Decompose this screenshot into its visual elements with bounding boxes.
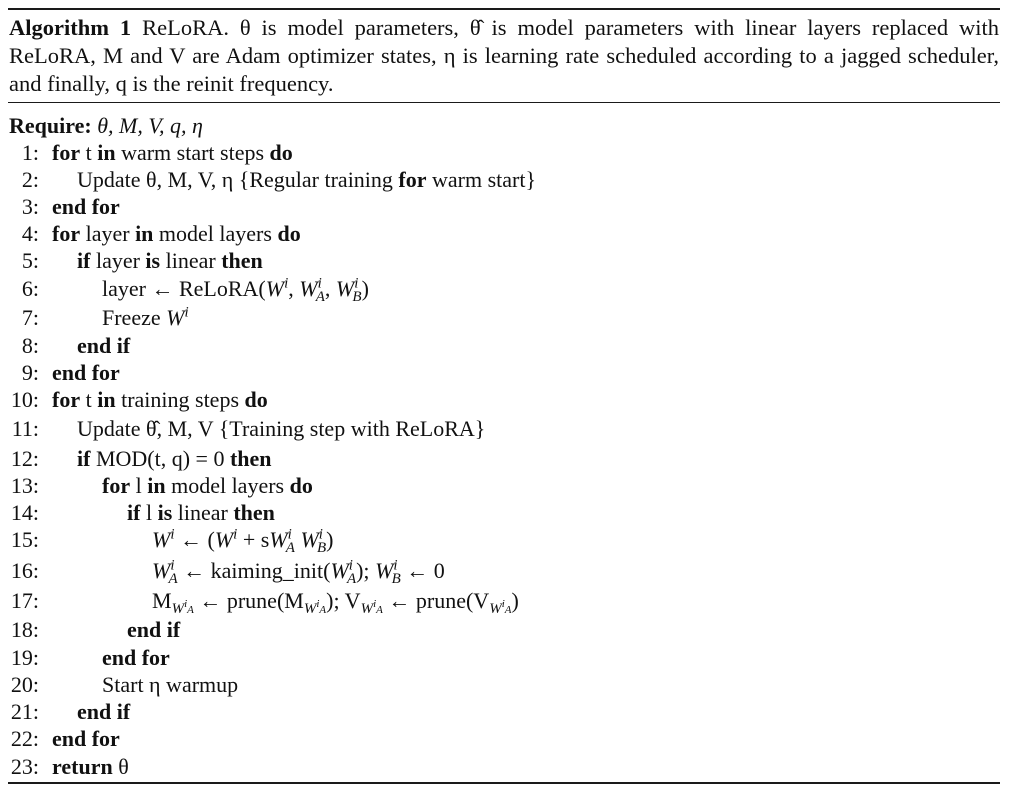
line-number: 2:: [21, 167, 39, 192]
line-number: 21:: [10, 699, 39, 724]
line-code: Update θ, M, V, η {Regular training for warm start}: [77, 167, 537, 192]
algorithm-line: [0, 333, 1000, 359]
line-code: end if: [127, 617, 181, 642]
line-number: 10:: [10, 387, 39, 412]
line-number: 3:: [21, 194, 39, 219]
algorithm-line: [0, 416, 1000, 442]
line-number: 9:: [21, 360, 39, 385]
algorithm-line: [0, 500, 1000, 526]
line-code: for t in training steps do: [52, 387, 268, 412]
algorithm-line: [0, 167, 1000, 193]
caption-rule: [8, 102, 1000, 103]
line-code: for t in warm start steps do: [52, 140, 293, 165]
line-code: Freeze $W^i$: [102, 304, 189, 330]
algorithm-line: [0, 645, 1000, 671]
line-number: 11:: [11, 416, 39, 441]
line-number: 22:: [10, 726, 39, 751]
line-code: end for: [52, 726, 120, 751]
algorithm-label: Algorithm 1: [9, 15, 132, 40]
line-number: 14:: [10, 500, 39, 525]
line-number: 15:: [10, 527, 39, 552]
algorithm-line: [0, 699, 1000, 725]
line-number: 16:: [10, 558, 39, 583]
caption-text: ReLoRA. θ is model parameters, θ̂ is model parameters with linear layers replaced with ReLoRA, M and V are Adam optimizer states, η is learning rate scheduled according to a jagged scheduler, and finally, q is the reinit frequency.: [9, 15, 999, 96]
algorithm-line: [0, 248, 1000, 274]
line-number: 4:: [21, 221, 39, 246]
line-code: return θ: [52, 754, 129, 779]
line-code: if layer is linear then: [77, 248, 263, 273]
line-number: 7:: [21, 305, 39, 330]
line-number: 17:: [10, 588, 39, 613]
line-code: if MOD(t, q) = 0 then: [77, 446, 272, 471]
line-number: 23:: [10, 754, 39, 779]
line-code: layer ← $ReLoRA(W^i$, $W^i_A$, $W^i_B$): [102, 275, 369, 306]
line-number: 18:: [10, 617, 39, 642]
line-code: for layer in model layers do: [52, 221, 301, 246]
line-code: Start η warmup: [102, 672, 239, 697]
algorithm-line: [0, 617, 1000, 643]
line-number: 1:: [21, 140, 39, 165]
line-number: 6:: [21, 276, 39, 301]
line-number: 5:: [21, 248, 39, 273]
line-code: $W^i_A$ ← $kaiming\_init(W^i_A)$; $W^i_B$ ← 0: [152, 557, 445, 588]
line-code: $W^i$ ← ($W^i + sW^i_A$ $W^i_B$): [152, 526, 334, 557]
algorithm-line: [0, 754, 1000, 780]
line-number: 19:: [10, 645, 39, 670]
algorithm-line: [0, 140, 1000, 166]
require-args: θ, M, V, q, η: [97, 113, 203, 138]
algorithm-line: [0, 557, 1000, 588]
require-line: [9, 113, 203, 139]
algorithm-line: [0, 305, 1000, 331]
algorithm-line: [0, 672, 1000, 698]
algorithm-caption: [9, 14, 999, 98]
line-number: 8:: [21, 333, 39, 358]
algorithm-line: [0, 387, 1000, 413]
algorithm-line: [0, 275, 1000, 306]
algorithm-line: [0, 360, 1000, 386]
line-code: $M_{W^iA}$ ← $prune(M_{W^iA})$; $V_{W^iA}$ ← $prune(V_{W^iA})$: [152, 588, 519, 618]
line-number: 12:: [10, 446, 39, 471]
algorithm-line: [0, 588, 1000, 618]
line-code: end if: [77, 699, 131, 724]
line-code: end if: [77, 333, 131, 358]
line-code: for l in model layers do: [102, 473, 313, 498]
require-label: Require:: [9, 113, 92, 138]
algorithm-line: [0, 221, 1000, 247]
algorithm-line: [0, 473, 1000, 499]
line-number: 20:: [10, 672, 39, 697]
top-rule: [8, 8, 1000, 10]
line-code: end for: [102, 645, 170, 670]
line-code: Update θ̂, M, V {Training step with ReLoRA}: [77, 416, 486, 441]
line-code: end for: [52, 360, 120, 385]
algorithm-line: [0, 194, 1000, 220]
algorithm-line: [0, 446, 1000, 472]
algorithm-line: [0, 726, 1000, 752]
line-code: if l is linear then: [127, 500, 275, 525]
algorithm-line: [0, 526, 1000, 557]
line-code: end for: [52, 194, 120, 219]
line-number: 13:: [10, 473, 39, 498]
bottom-rule: [8, 782, 1000, 784]
